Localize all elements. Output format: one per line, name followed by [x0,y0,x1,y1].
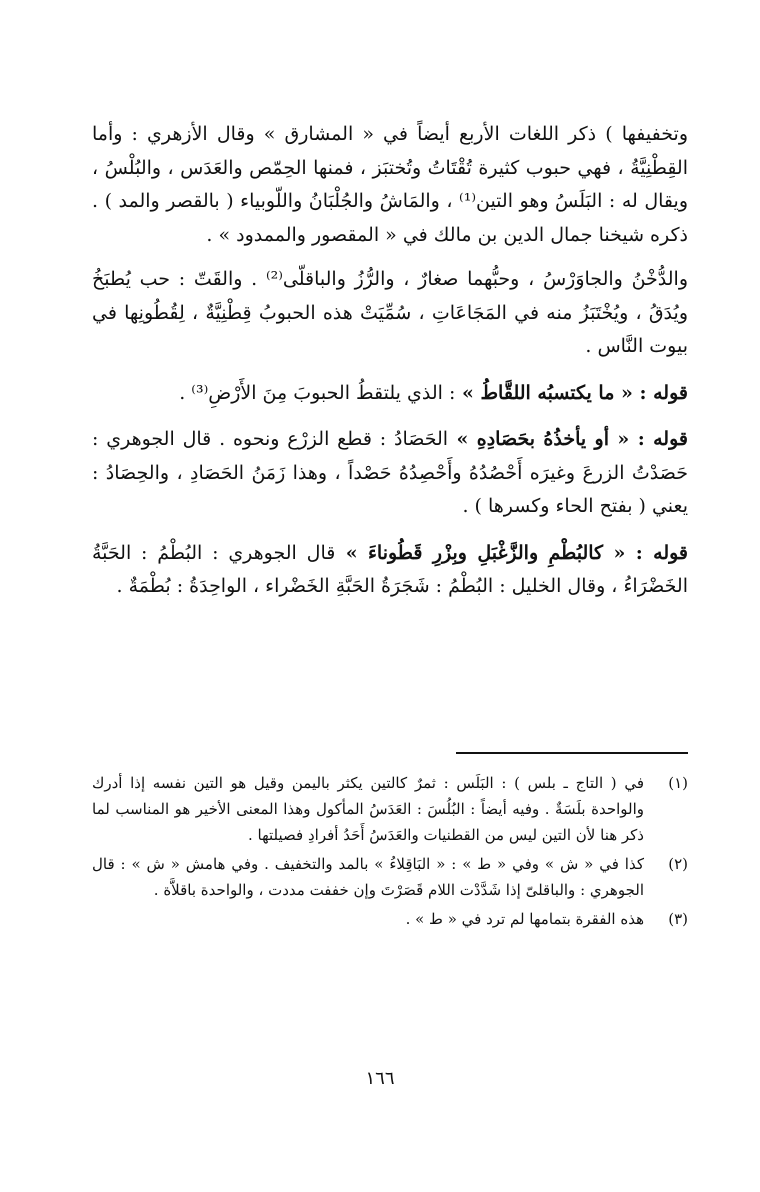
footnote-3 [92,906,688,932]
footnote-1 [92,770,688,848]
paragraph-4 [92,423,688,524]
footnote-text: في ( التاج ـ بلس ) : البَلَس : ثمرٌ كالتين يكثر باليمن وقيل هو التين نفسه إذا أدرك والواحدة بلَسَةٌ . وفيه أيضاً : البُلُسَ : العَدَسُ المأكول وهذا المعنى الأخير هو المناسب لما ذكر هنا لأن التين ليس من القطنيات والعَدَسُ أَحَدُ أفرادِ فصيلتها . [92,774,644,844]
main-text [92,118,688,604]
paragraph-5 [92,537,688,604]
page-number: ١٦٦ [365,1068,395,1089]
paragraph-1: وتخفيفها ) ذكر اللغات الأربع أيضاً في « المشارق » وقال الأزهري : وأما القِطْنِيَّةُ ، فهي حبوب كثيرة تُقْتَاتُ وتُختبَز ، فمنها الحِمّص والعَدَس ، والبُلْسُ ، ويقال له : البَلَسُ وهو التين⁽¹⁾ ، والمَاشُ والجُلْبَانُ واللّوبياء ( بالقصر والمد ) . ذكره شيخنا جمال الدين بن مالك في « المقصور والممدود » . [92,123,689,246]
footnote-number: (٣) [668,910,688,928]
quote-lead-3: قوله : « ما يكتسبُه اللقَّاطُ » [455,381,688,404]
footnote-text: كذا في « ش » وفي « ط » : « البَاقِلاءُ » بالمد والتخفيف . وفي هامش « ش » : قال الجوهري : والباقلىّ إذا شَدَّدْت اللام قَصَرْتَ وإن خففت مددت ، والواحدة باقلاَّة . [92,855,644,899]
footnote-separator [456,752,688,754]
footnote-text: هذه الفقرة بتمامها لم ترد في « ط » . [405,910,644,928]
paragraph-2: والدُّخْنُ والجاوَرْسُ ، وحبُّهما صغارٌ ، والرُّزُ والباقلّى⁽²⁾ . والقَتّ : حب يُطبَخُ ويُدَقُ ، ويُخْتَبَزُ منه في المَجَاعَاتِ ، سُمِّيَتْ هذه الحبوبُ قِطْنِيَّةٌ ، لِقُطُونِها في بيوت النَّاس . [92,268,688,357]
quote-lead-4: قوله : « أو يأخذُهُ بحَصَادِهِ » [448,428,688,450]
paragraph-4-text: الحَصَادُ : قطع الزرْع ونحوه . قال الجوهري : حَصَدْتُ الزرعَ وغيرَه أَحْصُدُهُ وأَحْصِدُهُ حَصْداً ، وهذا زَمَنُ الحَصَادِ ، والحِصَادُ : يعني ( بفتح الحاء وكسرها ) . [92,428,688,517]
paragraph-3 [92,377,688,411]
quote-lead-5: قوله : « كالبُطْمِ والزَّغْبَلِ وبِزْرِ قَطُوناءَ » [335,541,689,564]
footnote-number: (٢) [668,855,688,873]
footnote-number: (١) [668,774,688,792]
footnotes [92,770,688,935]
footnote-2 [92,851,688,903]
paragraph-3-text: : الذي يلتقطُ الحبوبَ مِنَ الأَرْضِ⁽³⁾ . [179,381,456,404]
paragraph-5-text: قال الجوهري : البُطْمُ : الحَبَّةُ الخَضْرَاءُ ، وقال الخليل : البُطْمُ : شَجَرَةُ الحَبَّةِ الخَضْراء ، الواحِدَةُ : بُطْمَةٌ . [92,541,688,597]
